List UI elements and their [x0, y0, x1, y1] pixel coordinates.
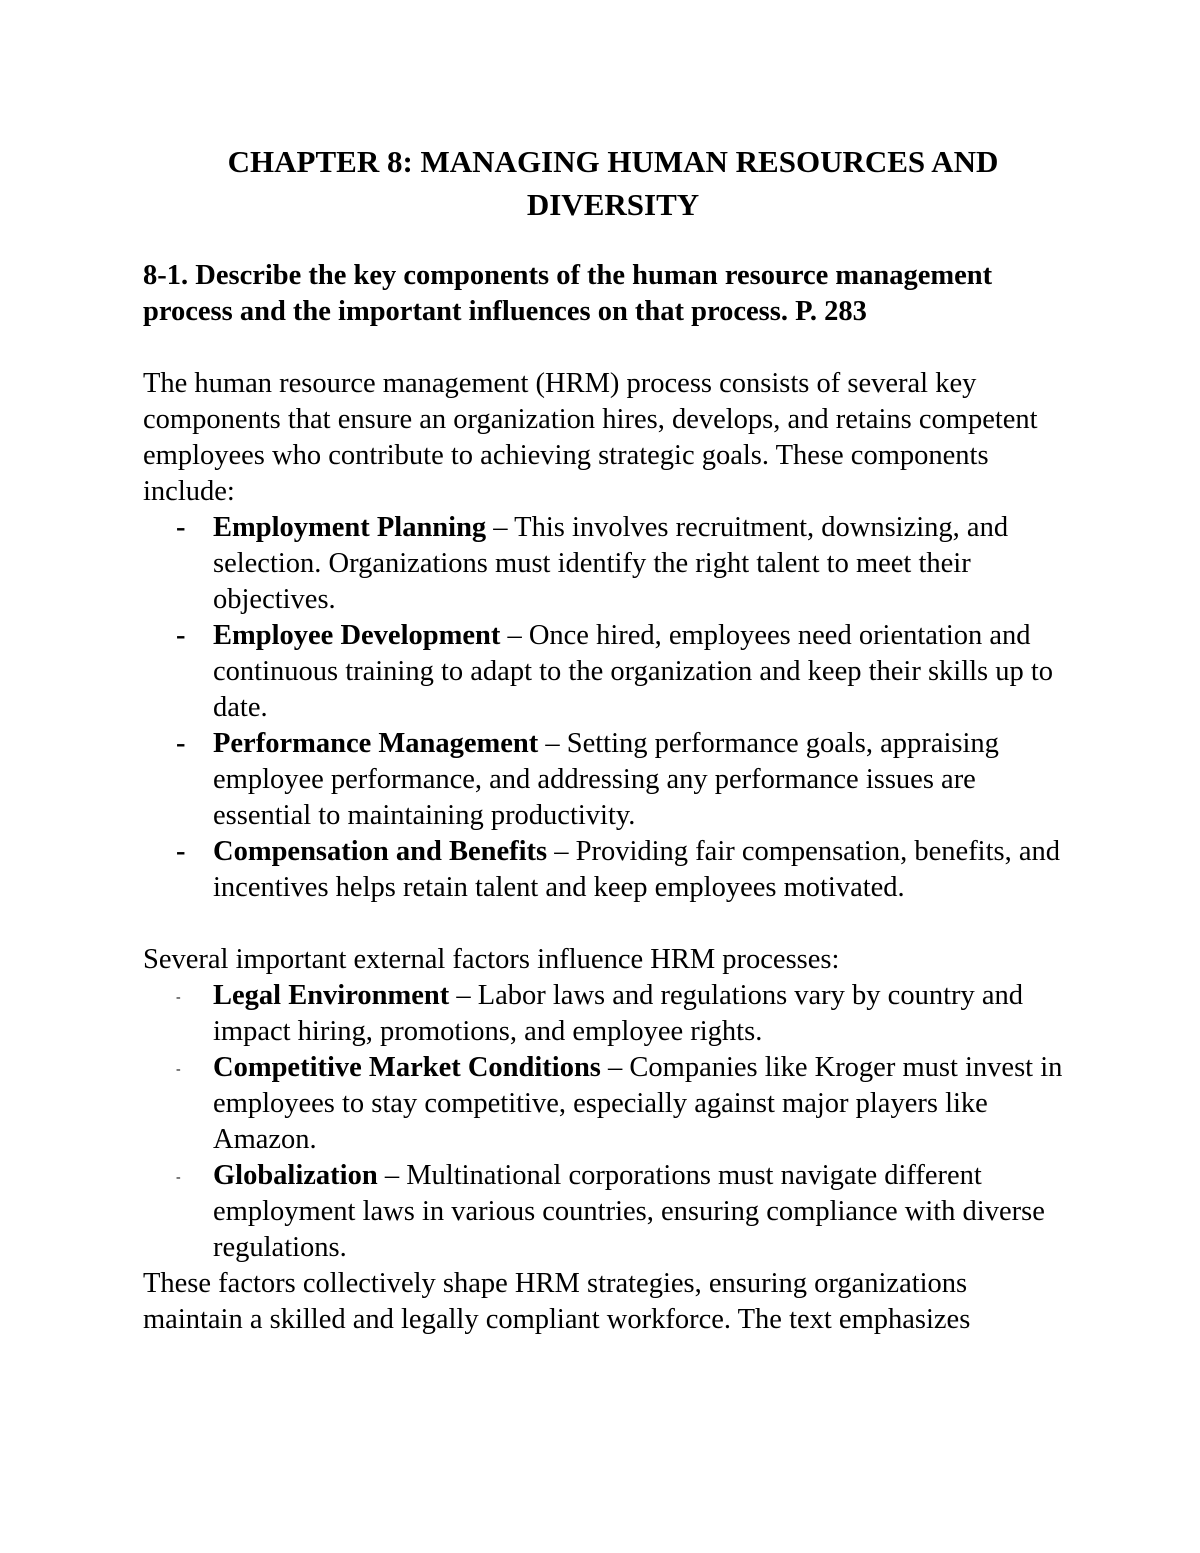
list-item [143, 510, 1063, 618]
list-item [143, 834, 1063, 906]
factor-text: – Companies like Kroger must invest in employees to stay competitive, especially against major players like Amazon. [213, 1052, 1063, 1155]
list-item [143, 618, 1063, 726]
list-item [143, 1158, 1063, 1266]
intro-paragraph: The human resource management (HRM) process consists of several key components that ensure an organization hires, develops, and retains competent employees who contribute to achieving strategic goals. These components include: [143, 368, 1038, 507]
component-term: Employee Development [213, 620, 501, 651]
dash-bullet: - [176, 620, 186, 651]
dash-bullet: - [176, 728, 186, 759]
document-content [143, 140, 1063, 1338]
dash-bullet: - [176, 512, 186, 543]
component-text: – Providing fair compensation, benefits, and incentives helps retain talent and keep employees motivated. [213, 836, 1061, 903]
dash-bullet: - [176, 1062, 181, 1077]
components-list [143, 510, 1063, 906]
question-heading: 8-1. Describe the key components of the human resource management process and the important influences on that process. P. 283 [143, 260, 993, 327]
component-term: Performance Management [213, 728, 539, 759]
list-item [143, 726, 1063, 834]
component-term: Compensation and Benefits [213, 836, 548, 867]
factor-term: Legal Environment [213, 980, 450, 1011]
dash-bullet: - [176, 990, 181, 1005]
factors-intro-paragraph: Several important external factors influence HRM processes: [143, 944, 840, 975]
factor-text: – Labor laws and regulations vary by country and impact hiring, promotions, and employee rights. [213, 980, 1024, 1047]
list-item [143, 978, 1063, 1050]
factors-list [143, 978, 1063, 1266]
dash-bullet: - [176, 1170, 181, 1185]
dash-bullet: - [176, 836, 186, 867]
chapter-title [143, 140, 1053, 226]
factor-term: Competitive Market Conditions [213, 1052, 601, 1083]
list-item [143, 1050, 1063, 1158]
factor-term: Globalization [213, 1160, 378, 1191]
factor-text: – Multinational corporations must navigate different employment laws in various countries, ensuring compliance with diverse regulations. [213, 1160, 1045, 1263]
closing-paragraph: These factors collectively shape HRM strategies, ensuring organizations maintain a skilled and legally compliant workforce. The text emphasizes [143, 1268, 971, 1335]
component-text: – Setting performance goals, appraising employee performance, and addressing any performance issues are essential to maintaining productivity. [213, 728, 999, 831]
component-text: – This involves recruitment, downsizing, and selection. Organizations must identify the right talent to meet their objectives. [213, 512, 1009, 615]
component-term: Employment Planning [213, 512, 487, 543]
chapter-title-line-2: DIVERSITY [526, 187, 700, 222]
chapter-title-line-1: CHAPTER 8: MANAGING HUMAN RESOURCES AND [227, 144, 999, 179]
component-text: – Once hired, employees need orientation and continuous training to adapt to the organization and keep their skills up to date. [213, 620, 1054, 723]
